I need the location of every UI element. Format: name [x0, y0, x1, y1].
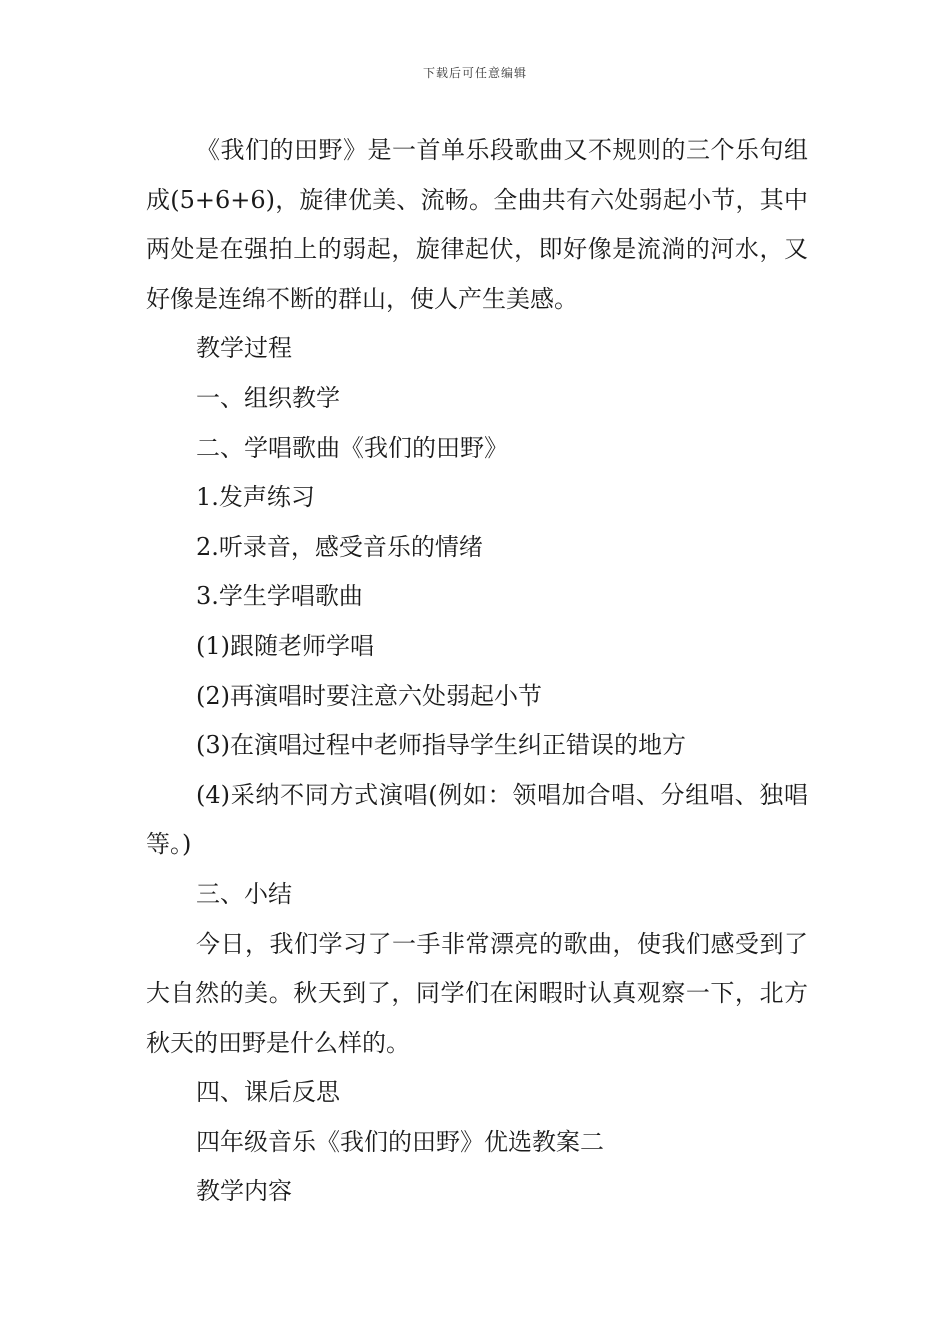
step-learn-song: 二、学唱歌曲《我们的田野》: [196, 433, 508, 462]
step-reflection: 四、课后反思: [196, 1078, 340, 1107]
item-singing-methods: (4)采纳不同方式演唱(例如：领唱加合唱、分组唱、独唱等。): [146, 780, 808, 859]
step-summary: 三、小结: [196, 879, 292, 908]
item-correct-errors: (3)在演唱过程中老师指导学生纠正错误的地方: [196, 731, 686, 760]
section-heading-teaching-content: 教学内容: [196, 1177, 292, 1206]
item-follow-teacher: (1)跟随老师学唱: [196, 631, 374, 660]
substep-listen-recording: 2.听录音，感受音乐的情绪: [196, 532, 483, 561]
substep-vocal-practice: 1.发声练习: [196, 483, 315, 512]
item-weak-beat-notes: (2)再演唱时要注意六处弱起小节: [196, 681, 542, 710]
header-note: 下载后可任意编辑: [422, 66, 527, 80]
lesson-plan-two-title: 四年级音乐《我们的田野》优选教案二: [196, 1127, 604, 1156]
section-heading-teaching-process: 教学过程: [196, 334, 292, 363]
document-body: [146, 126, 808, 1217]
summary-paragraph: 今日，我们学习了一手非常漂亮的歌曲，使我们感受到了大自然的美。秋天到了，同学们在闲暇时认真观察一下，北方秋天的田野是什么样的。: [146, 929, 808, 1057]
substep-students-learn: 3.学生学唱歌曲: [196, 582, 363, 611]
step-organize-teaching: 一、组织教学: [196, 383, 340, 412]
intro-paragraph: 《我们的田野》是一首单乐段歌曲又不规则的三个乐句组成(5+6+6)，旋律优美、流畅。全曲共有六处弱起小节，其中两处是在强拍上的弱起，旋律起伏，即好像是流淌的河水，又好像是连绵不断的群山，使人产生美感。: [146, 136, 808, 313]
